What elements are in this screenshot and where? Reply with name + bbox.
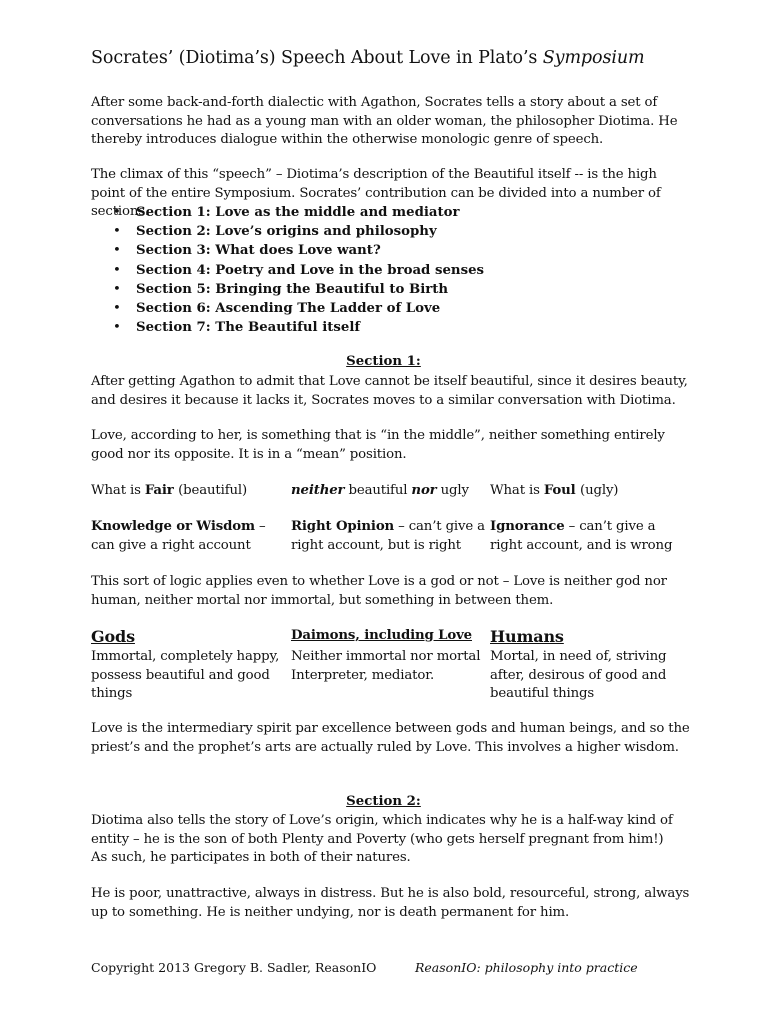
ignorance-bold: Ignorance xyxy=(490,519,565,534)
daimons-heading: Daimons, including Love xyxy=(291,628,472,643)
neither-post: ugly xyxy=(436,483,469,498)
right-opinion-post: – can’t give a right account, but is right xyxy=(291,519,485,553)
section2-heading: Section 2: xyxy=(346,794,421,809)
knowledge-post: – can give a right account xyxy=(91,519,266,553)
list-item: • Section 4: Poetry and Love in the broad senses xyxy=(91,261,484,280)
climax-paragraph: The climax of this “speech” – Diotima’s description of the Beautiful itself -- is the high point of the entire Symposium. Socrates’ contribution can be divided into a number of sections. xyxy=(91,167,661,219)
foul-pre: What is xyxy=(490,483,544,498)
section2-paragraph-1 xyxy=(91,812,691,868)
neither-mid: beautiful xyxy=(344,483,412,498)
foul-cell xyxy=(490,482,690,501)
fair-pre: What is xyxy=(91,483,145,498)
gods-heading: Gods xyxy=(91,627,135,646)
list-item: • Section 3: What does Love want? xyxy=(91,241,484,260)
fair-post: (beautiful) xyxy=(178,483,248,498)
title-italic: Symposium xyxy=(542,48,645,68)
copyright-footer: Copyright 2013 Gregory B. Sadler, ReasonIO xyxy=(91,960,377,975)
list-item: • Section 2: Love’s origins and philosophy xyxy=(91,222,484,241)
section-list xyxy=(91,203,484,337)
right-opinion-bold: Right Opinion xyxy=(291,519,395,534)
daimons-line-1: Neither immortal nor mortal xyxy=(291,649,481,664)
ignorance-cell xyxy=(490,518,690,555)
section1-paragraph-1: After getting Agathon to admit that Love cannot be itself beautiful, since it desires beauty, and desires it because it lacks it, Socrates moves to a similar conversation with Diotima. xyxy=(91,374,688,408)
humans-heading: Humans xyxy=(490,627,564,646)
neither-cell xyxy=(291,482,486,501)
list-item: • Section 6: Ascending The Ladder of Love xyxy=(91,299,484,318)
section2-paragraph-2: He is poor, unattractive, always in distress. But he is also bold, resourceful, strong, always up to something. He is neither undying, nor is death permanent for him. xyxy=(91,886,690,920)
neither-word: neither xyxy=(291,483,345,498)
section1-heading: Section 1: xyxy=(346,354,421,369)
daimons-line-2: Interpreter, mediator. xyxy=(291,667,435,683)
title-text: Socrates’ (Diotima’s) Speech About Love in Plato’s xyxy=(91,48,543,68)
fair-cell xyxy=(91,482,281,501)
fair-bold: Fair xyxy=(144,483,179,498)
right-opinion-cell xyxy=(291,518,486,555)
knowledge-cell xyxy=(91,518,281,555)
daimons-description xyxy=(291,648,486,685)
list-item: • Section 1: Love as the middle and mediator xyxy=(91,203,484,222)
knowledge-bold: Knowledge or Wisdom xyxy=(91,519,255,534)
nor-word: nor xyxy=(411,483,437,498)
section2-p1-line: As such, he participates in both of their natures. xyxy=(91,850,411,865)
document-title xyxy=(91,48,645,68)
foul-post: (ugly) xyxy=(580,483,619,498)
section1-paragraph-3: This sort of logic applies even to whether Love is a god or not – Love is neither god nor human, neither mortal nor immortal, but something in between them. xyxy=(91,574,667,608)
ignorance-post: – can’t give a right account, and is wrong xyxy=(490,519,673,553)
section1-paragraph-4: Love is the intermediary spirit par excellence between gods and human beings, and so the priest’s and the prophet’s arts are actually ruled by Love. This involves a higher wisdom. xyxy=(91,721,690,755)
humans-description: Mortal, in need of, striving after, desirous of good and beautiful things xyxy=(490,649,667,701)
list-item: • Section 7: The Beautiful itself xyxy=(91,318,484,337)
section2-p1-text: Diotima also tells the story of Love’s origin, which indicates why he is a half-way kind of entity – he is the son of both Plenty and Poverty (who gets herself pregnant from him!) xyxy=(91,813,673,847)
tagline-footer: ReasonIO: philosophy into practice xyxy=(415,960,638,975)
intro-paragraph: After some back-and-forth dialectic with Agathon, Socrates tells a story about a set of conversations he had as a young man with an older woman, the philosopher Diotima. He thereby introduces dialogue within the otherwise monologic genre of speech. xyxy=(91,95,678,147)
section1-paragraph-2: Love, according to her, is something that is “in the middle”, neither something entirely good nor its opposite. It is in a “mean” position. xyxy=(91,428,665,462)
gods-description: Immortal, completely happy, possess beautiful and good things xyxy=(91,649,280,701)
foul-bold: Foul xyxy=(543,483,581,498)
list-item: • Section 5: Bringing the Beautiful to Birth xyxy=(91,280,484,299)
